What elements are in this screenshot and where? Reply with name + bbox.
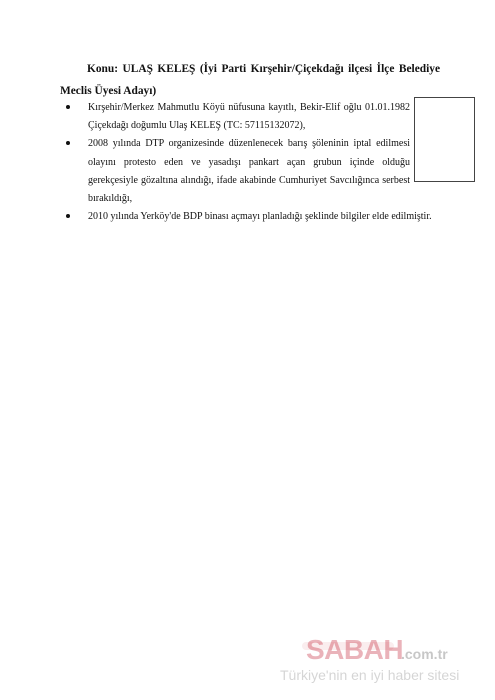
bullet-line: Çiçekdağı doğumlu Ulaş KELEŞ (TC: 57115132072), <box>88 120 306 132</box>
subject-line-1: Konu: ULAŞ KELEŞ (İyi Parti Kırşehir/Çiçekdağı ilçesi İlçe Belediye <box>87 63 440 75</box>
bullet-item <box>60 135 410 208</box>
watermark-tagline: Türkiye'nin en iyi haber sitesi <box>280 667 460 683</box>
watermark-brand: SABAH <box>306 634 404 665</box>
bullet-item <box>60 99 410 135</box>
bullet-text <box>88 135 410 208</box>
bullet-line: 2010 yılında Yerköy'de BDP binası açmayı planladığı şeklinde bilgiler elde edilmiştir. <box>88 211 432 223</box>
bullet-icon <box>66 214 70 218</box>
subject-heading <box>60 58 440 102</box>
bullet-line: olayını protesto eden ve yasadışı pankart açan grubun içinde olduğu <box>88 156 410 168</box>
watermark-domain-suffix: .com.tr <box>401 646 448 662</box>
bullet-icon <box>66 141 70 145</box>
bullet-list <box>60 99 432 226</box>
bullet-item <box>60 208 432 226</box>
bullet-line: Kırşehir/Merkez Mahmutlu Köyü nüfusuna kayıtlı, Bekir-Elif oğlu 01.01.1982 <box>88 102 410 113</box>
bullet-line: bırakıldığı, <box>88 193 133 205</box>
subject-line-2: Meclis Üyesi Adayı) <box>60 85 157 97</box>
bullet-text <box>88 208 432 226</box>
bullet-line: 2008 yılında DTP organizesinde düzenlenecek barış şöleninin iptal edilmesi <box>88 138 410 150</box>
sabah-watermark <box>276 622 486 692</box>
bullet-text <box>88 99 410 135</box>
photo-placeholder-box <box>414 97 475 182</box>
bullet-line: gerekçesiyle gözaltına alındığı, ifade akabinde Cumhuriyet Savcılığınca serbest <box>88 174 410 186</box>
bullet-icon <box>66 105 70 109</box>
